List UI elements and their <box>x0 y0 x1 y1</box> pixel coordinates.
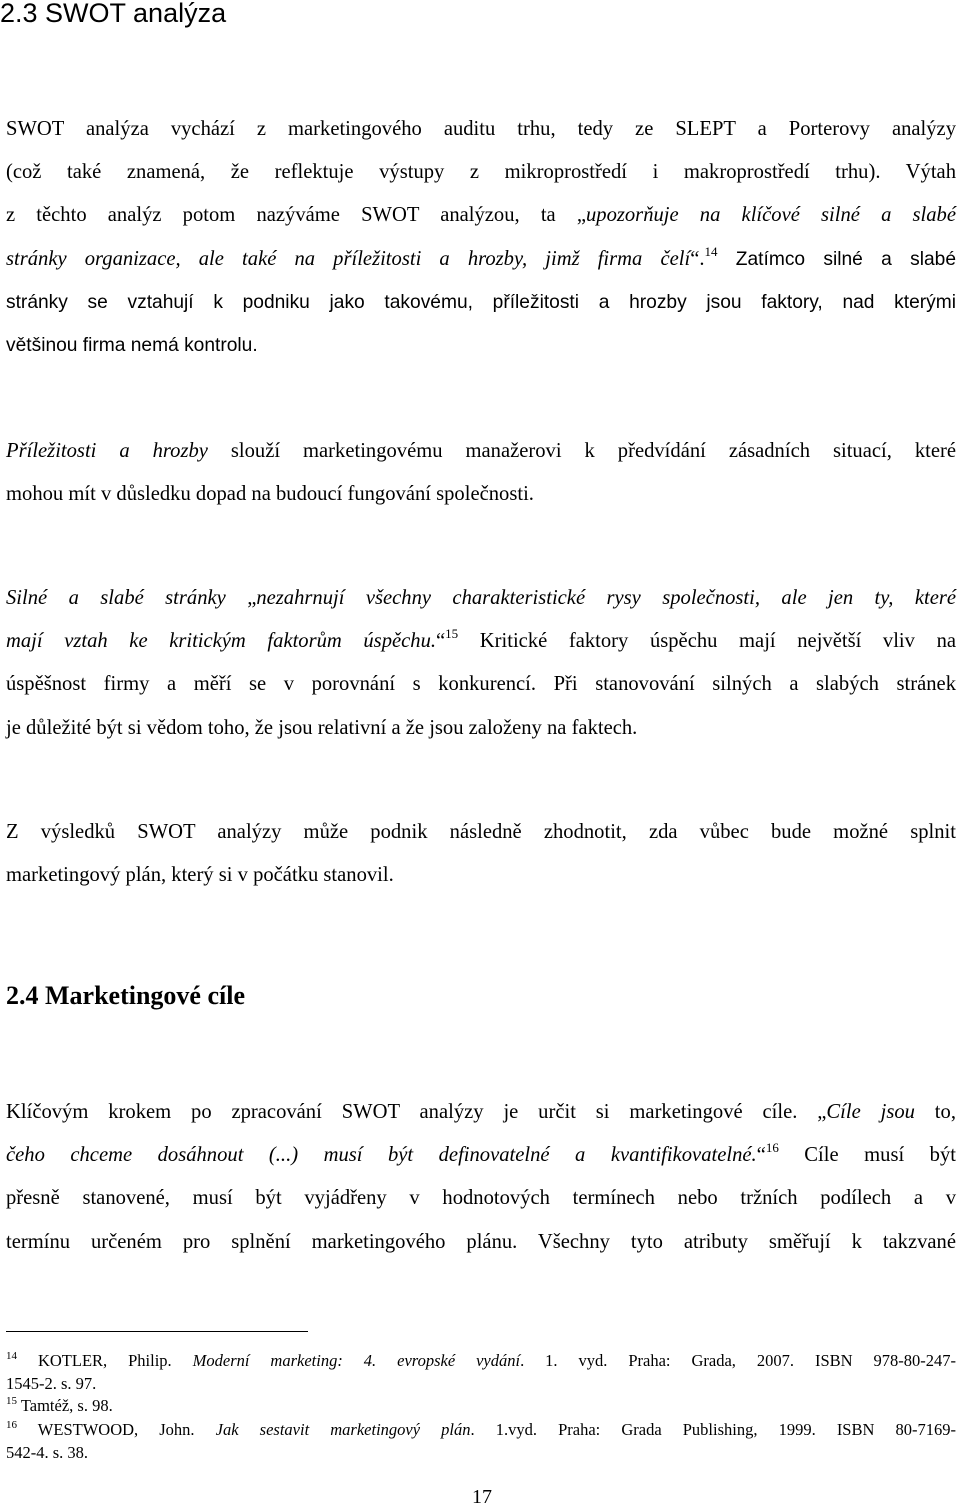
page-number: 17 <box>472 1486 492 1508</box>
footnote-14 <box>6 1350 956 1395</box>
text-line <box>6 577 956 620</box>
quote-text: Cíle jsou <box>826 1101 915 1123</box>
text-line: 1545-2. s. 97. <box>6 1373 97 1393</box>
text-run: slouží marketingovému manažerovi k předvídání zásadních situací, které <box>207 440 956 462</box>
footnote-separator <box>6 1331 308 1332</box>
footnote-number: 16 <box>6 1419 17 1431</box>
text-run: “ <box>756 1144 766 1167</box>
text-run: . 1. vyd. Praha: Grada, 2007. ISBN 978-80-247- <box>520 1351 956 1370</box>
footnote-15 <box>6 1395 956 1418</box>
quote-text: čeho chceme dosáhnout (...) musí být definovatelné a kvantifikovatelné. <box>6 1144 757 1167</box>
text-line: Z výsledků SWOT analýzy může podnik následně zhodnotit, zda vůbec bude možné splnit <box>6 821 956 843</box>
footnote-ref-16[interactable]: 16 <box>765 1140 779 1156</box>
paragraph-strengths <box>6 577 956 750</box>
text-run: Cíle musí být <box>778 1144 956 1167</box>
quote-text: upozorňuje na klíčové silné a slabé <box>585 204 956 227</box>
text-line: stránky se vztahují k podniku jako takovému, příležitosti a hrozby jsou faktory, nad kterými <box>6 291 956 313</box>
text-run: z těchto analýz potom nazýváme SWOT analýzou, ta „ <box>6 204 586 227</box>
footnote-number: 14 <box>6 1350 17 1362</box>
text-run: „ <box>225 587 257 609</box>
quote-text: nezahrnují všechny charakteristické rysy společnosti, ale jen ty, které <box>256 587 956 609</box>
text-run: . 1.vyd. Praha: Grada Publishing, 1999. ISBN 80-7169- <box>470 1420 956 1439</box>
footnote-ref-15[interactable]: 15 <box>445 626 459 642</box>
text-line: 542-4. s. 38. <box>6 1442 89 1462</box>
text-line <box>6 1419 956 1442</box>
section-heading-swot: 2.3 SWOT analýza <box>0 0 227 28</box>
footnote-number: 15 <box>6 1395 17 1407</box>
text-line: marketingový plán, který si v počátku stanovil. <box>6 864 394 887</box>
footnote-16 <box>6 1419 956 1464</box>
paragraph-swot-intro <box>6 108 956 367</box>
text-line <box>6 620 956 663</box>
text-line <box>6 1134 956 1177</box>
text-line: přesně stanovené, musí být vyjádřeny v hodnotových termínech nebo tržních podílech a v <box>6 1187 956 1210</box>
text-line: úspěšnost firmy a měří se v porovnání s konkurencí. Při stanovování silných a slabých stránek <box>6 673 956 696</box>
text-line <box>6 238 956 281</box>
text-line: je důležité být si vědom toho, že jsou relativní a že jsou založeny na faktech. <box>6 716 638 739</box>
text-line <box>6 194 956 237</box>
text-line <box>6 1350 956 1373</box>
emphasis-text: Silné a slabé stránky <box>6 587 226 609</box>
text-run: Tamtéž, s. 98. <box>17 1396 113 1415</box>
text-line: SWOT analýza vychází z marketingového auditu trhu, tedy ze SLEPT a Porterovy analýzy <box>6 118 956 140</box>
text-line: mohou mít v důsledku dopad na budoucí fungování společnosti. <box>6 483 534 506</box>
text-run: Zatímco silné a slabé <box>717 248 957 270</box>
paragraph-marketing-goals <box>6 1091 956 1264</box>
book-title: Jak sestavit marketingový plán <box>215 1420 471 1439</box>
text-run: “. <box>690 247 705 270</box>
text-line <box>6 1395 956 1418</box>
section-heading-goals: 2.4 Marketingové cíle <box>6 981 245 1010</box>
text-run: KOTLER, Philip. <box>17 1351 193 1370</box>
paragraph-opportunities <box>6 430 956 516</box>
quote-text: stránky organizace, ale také na příležitosti a hrozby, jimž firma čelí <box>6 247 691 270</box>
paragraph-swot-result <box>6 811 956 897</box>
footnote-ref-14[interactable]: 14 <box>704 243 718 259</box>
text-run: WESTWOOD, John. <box>17 1420 216 1439</box>
text-line: (což také znamená, že reflektuje výstupy z mikroprostředí i makroprostředí trhu). Výtah <box>6 161 956 184</box>
text-run: “ <box>436 630 446 653</box>
text-line <box>6 1091 956 1134</box>
book-title: Moderní marketing: 4. evropské vydání <box>192 1351 521 1370</box>
emphasis-text: Příležitosti a hrozby <box>6 440 208 462</box>
text-run: Klíčovým krokem po zpracování SWOT analýzy je určit si marketingové cíle. „ <box>6 1101 827 1123</box>
text-line: většinou firma nemá kontrolu. <box>6 335 258 357</box>
quote-text: mají vztah ke kritickým faktorům úspěchu. <box>6 630 437 653</box>
text-run: to, <box>914 1101 956 1123</box>
text-run: Kritické faktory úspěchu mají největší vliv na <box>458 630 957 653</box>
text-line: termínu určeném pro splnění marketingového plánu. Všechny tyto atributy směřují k takzvané <box>6 1230 956 1253</box>
text-line <box>6 430 956 473</box>
